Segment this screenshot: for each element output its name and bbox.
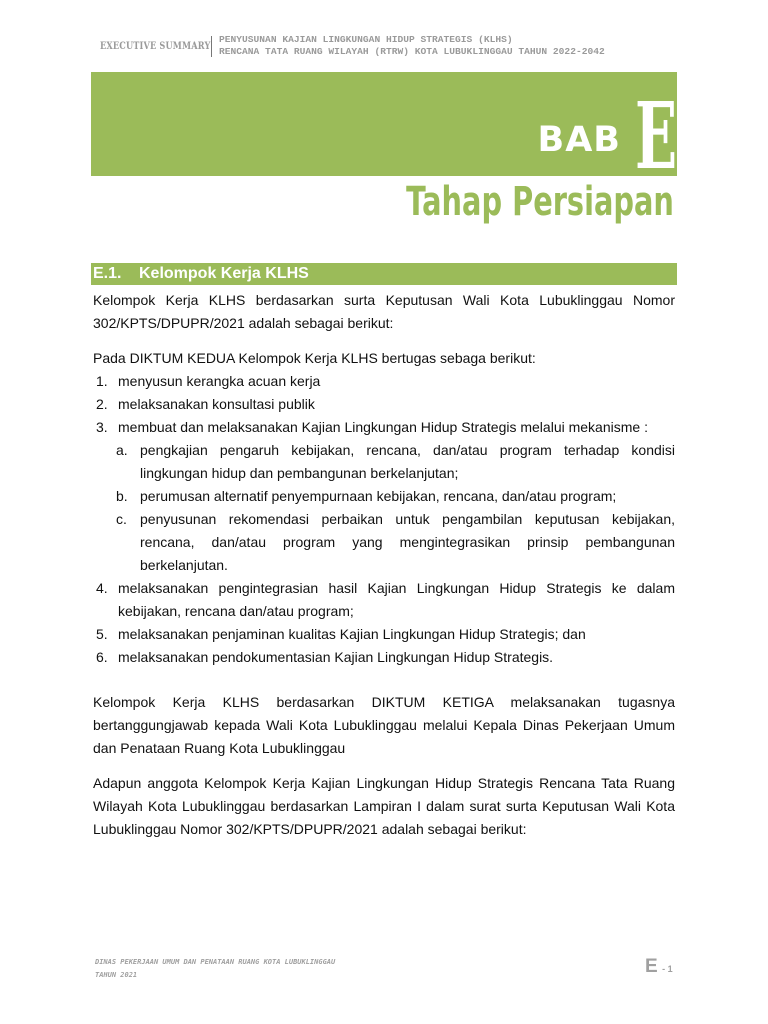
page-number — [645, 956, 673, 978]
list-marker: 6. — [96, 649, 108, 665]
sub-list-item — [93, 508, 675, 577]
list-item — [93, 623, 675, 646]
page-digit: - 1 — [662, 964, 673, 974]
intro-paragraph — [93, 289, 675, 335]
page-letter: E — [645, 956, 658, 977]
section-number: E.1. — [93, 265, 122, 282]
header-title-line-2: RENCANA TATA RUANG WILAYAH (RTRW) KOTA LUBUKLINGGAU TAHUN 2022-2042 — [219, 46, 605, 57]
anggota-text: Adapun anggota Kelompok Kerja Kajian Lingkungan Hidup Strategis Rencana Tata Ruang Wilayah Kota Lubuklinggau berdasarkan Lampiran I dalam surat surta Keputusan Wali Kota Lubuklinggau Nomor 302/KPTS/DPUPR/2021 adalah sebagai berikut: — [93, 775, 675, 837]
bab-letter: E — [634, 82, 677, 190]
list-text: melaksanakan konsultasi publik — [118, 396, 315, 412]
bab-word: BAB — [537, 120, 621, 160]
list-item — [93, 646, 675, 669]
sub-list-marker: a. — [116, 442, 128, 458]
list-marker: 1. — [96, 373, 108, 389]
section-heading — [91, 263, 677, 285]
list-item — [93, 416, 675, 439]
diktum-ketiga-text: Kelompok Kerja KLHS berdasarkan DIKTUM KETIGA melaksanakan tugasnya bertanggungjawab kepada Wali Kota Lubuklinggau melalui Kepala Dinas Pekerjaan Umum dan Penataan Ruang Kota Lubuklinggau — [93, 694, 675, 756]
list-item — [93, 393, 675, 416]
anggota-paragraph — [93, 772, 675, 841]
footer-agency — [95, 956, 335, 982]
intro-text: Kelompok Kerja KLHS berdasarkan surta Keputusan Wali Kota Lubuklinggau Nomor 302/KPTS/DPUPR/2021 adalah sebagai berikut: — [93, 292, 675, 331]
sub-list-item — [93, 485, 675, 508]
header-title-line-1: PENYUSUNAN KAJIAN LINGKUNGAN HIDUP STRATEGIS (KLHS) — [219, 34, 513, 45]
list-marker: 2. — [96, 396, 108, 412]
sub-list-marker: b. — [116, 488, 128, 504]
list-text: menyusun kerangka acuan kerja — [118, 373, 321, 389]
sub-list-text: pengkajian pengaruh kebijakan, rencana, dan/atau program terhadap kondisi lingkungan hidup dan pembangunan berkelanjutan; — [140, 442, 675, 481]
footer-agency-line-2: TAHUN 2021 — [95, 971, 138, 979]
footer-agency-line-1: DINAS PEKERJAAN UMUM DAN PENATAAN RUANG KOTA LUBUKLINGGAU — [95, 958, 336, 966]
diktum-ketiga-paragraph — [93, 691, 675, 760]
list-text: melaksanakan pengintegrasian hasil Kajian Lingkungan Hidup Strategis ke dalam kebijakan, rencana dan/atau program; — [118, 580, 675, 619]
sub-list-text: penyusunan rekomendasi perbaikan untuk pengambilan keputusan kebijakan, rencana, dan/atau program yang mengintegrasikan prinsip pembangunan berkelanjutan. — [140, 511, 675, 573]
section-title: Kelompok Kerja KLHS — [139, 265, 309, 282]
task-list — [93, 370, 675, 669]
diktum-kedua-block — [93, 347, 675, 669]
diktum-kedua-text: Pada DIKTUM KEDUA Kelompok Kerja KLHS bertugas sebaga berikut: — [93, 350, 536, 366]
chapter-banner — [91, 72, 677, 190]
header-separator — [211, 36, 212, 57]
list-item — [93, 577, 675, 623]
header-document-title — [219, 34, 605, 58]
list-text: membuat dan melaksanakan Kajian Lingkungan Hidup Strategis melalui mekanisme : — [118, 419, 648, 435]
sub-list-marker: c. — [116, 511, 127, 527]
sub-list-item — [93, 439, 675, 485]
list-item — [93, 370, 675, 393]
header-left-label: EXECUTIVE SUMMARY — [100, 40, 211, 52]
sub-list-text: perumusan alternatif penyempurnaan kebijakan, rencana, dan/atau program; — [140, 488, 617, 504]
list-text: melaksanakan pendokumentasian Kajian Lingkungan Hidup Strategis. — [118, 649, 554, 665]
list-marker: 4. — [96, 580, 108, 596]
list-marker: 5. — [96, 626, 108, 642]
list-marker: 3. — [96, 419, 108, 435]
list-text: melaksanakan penjaminan kualitas Kajian Lingkungan Hidup Strategis; dan — [118, 626, 586, 642]
chapter-title: Tahap Persiapan — [406, 179, 674, 225]
